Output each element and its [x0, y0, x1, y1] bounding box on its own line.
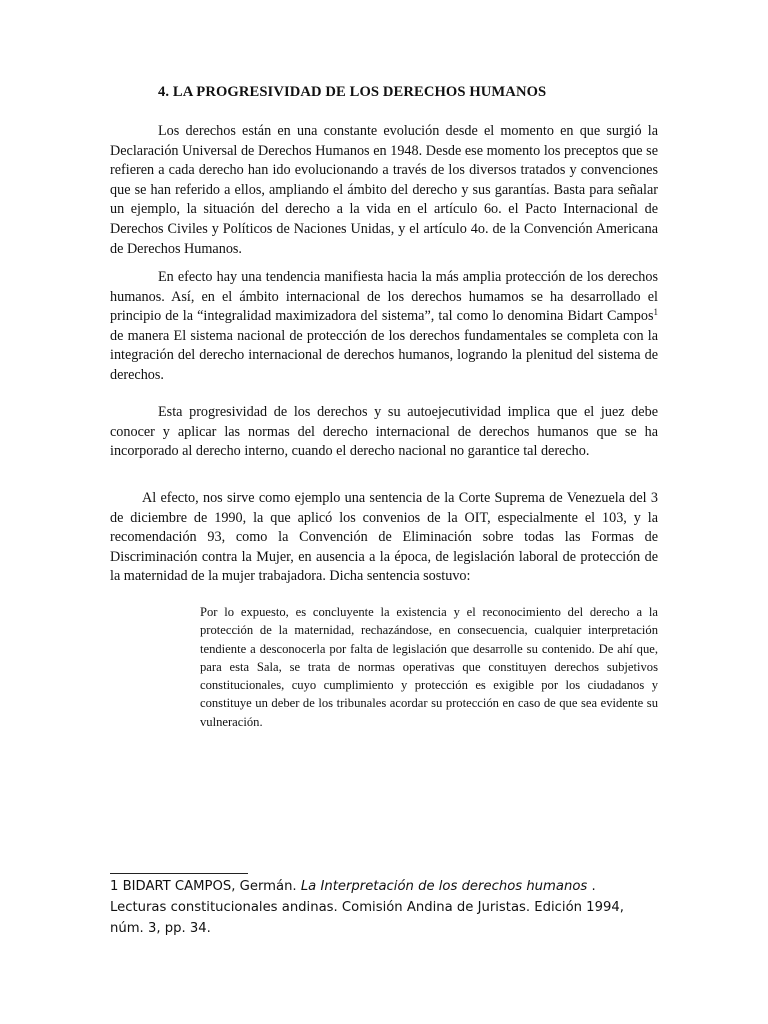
- footnote-divider: [110, 873, 248, 874]
- footnote-author: BIDART CAMPOS, Germán.: [122, 879, 297, 894]
- section-title: 4. LA PROGRESIVIDAD DE LOS DERECHOS HUMANOS: [158, 84, 547, 100]
- paragraph-evolution: Los derechos están en una constante evolución desde el momento en que surgió la Declaración Universal de Derechos Humanos en 1948. Desde ese momento los preceptos que se refieren a cada derecho han ido evolucionando a través de los diversos tratados y convenciones que se han referido a ellos, ampliando el ámbito del derecho y sus garantías. Basta para señalar un ejemplo, la situación del derecho a la vida en el artículo 6o. el Pacto Internacional de Derechos Civiles y Políticos de Naciones Unidas, y el artículo 4o. de la Convención Americana de Derechos Humanos.: [110, 123, 658, 257]
- footnote-work-title: La Interpretación de los derechos humanos: [300, 879, 588, 894]
- footnote: [110, 876, 645, 939]
- paragraph-tendency: [110, 268, 658, 386]
- block-quote: Por lo expuesto, es concluyente la existencia y el reconocimiento del derecho a la protección de la maternidad, rechazándose, en consecuencia, cualquier interpretación tendiente a desconocerla por falta de legislación que desarrolle su contenido. De ahí que, para esta Sala, se trata de normas operativas que constituyen derechos subjetivos constitucionales, cuyo cumplimiento y protección es exigible por los ciudadanos y constituye un deber de los tribunales acordar su protección en caso de que sea evidente su vulneración.: [200, 605, 658, 729]
- footnote-details: . Lecturas constitucionales andinas. Comisión Andina de Juristas. Edición 1994, núm. 3, pp. 34.: [110, 879, 624, 936]
- paragraph-progressivity: Esta progresividad de los derechos y su autoejecutividad implica que el juez debe conocer y aplicar las normas del derecho internacional de derechos humanos que se ha incorporado al derecho interno, cuando el derecho nacional no garantice tal derecho.: [110, 404, 658, 460]
- paragraph-example: Al efecto, nos sirve como ejemplo una sentencia de la Corte Suprema de Venezuela del 3 de diciembre de 1990, la que aplicó los convenios de la OIT, especialmente el 103, y la recomendación 93, como la Convención de Eliminación sobre todas las Formas de Discriminación contra la Mujer, en ausencia a la época, de legislación laboral de protección de la maternidad de la mujer trabajadora. Dicha sentencia sostuvo:: [110, 490, 658, 585]
- footnote-number: 1: [110, 879, 119, 894]
- footnote-reference[interactable]: 1: [653, 307, 658, 318]
- paragraph-tendency-text-b: de manera El sistema nacional de protección de los derechos fundamentales se completa con la integración del derecho internacional de derechos humanos, logrando la plenitud del sistema de derechos.: [110, 327, 658, 383]
- paragraph-tendency-text-a: En efecto hay una tendencia manifiesta hacia la más amplia protección de los derechos humanos. Así, en el ámbito internacional de los derechos humamos se ha desarrollado el principio de la “integralidad maximizadora del sistema”, tal como lo denomina Bidart Campos: [110, 269, 658, 325]
